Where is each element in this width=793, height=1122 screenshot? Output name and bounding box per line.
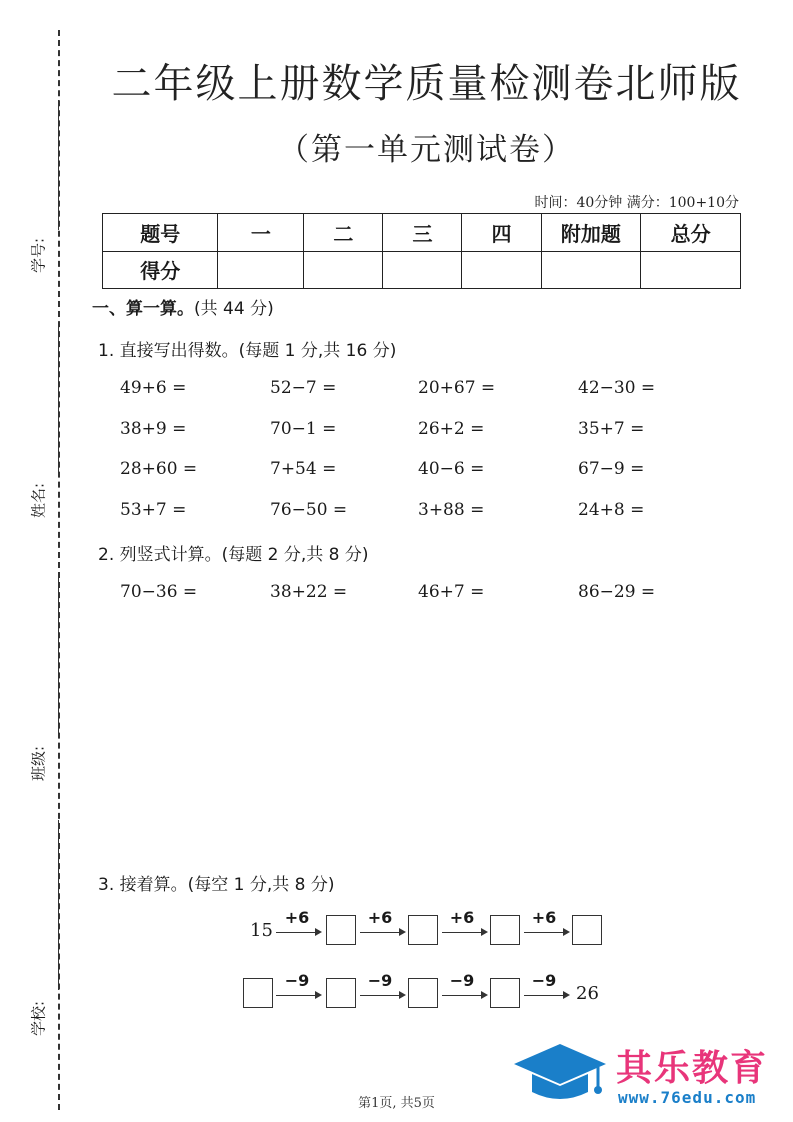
- chain2-end: 26: [576, 983, 599, 1004]
- arrow-right-icon: [276, 932, 320, 933]
- arrow-right-icon: [442, 995, 486, 996]
- student-no-label: 学号:: [29, 237, 48, 274]
- score-input-cell[interactable]: [462, 251, 541, 289]
- q2-heading: 2. 列竖式计算。(每题 2 分,共 8 分): [98, 545, 369, 565]
- chain1-answer-box[interactable]: [326, 915, 356, 945]
- score-header-cell: 附加题: [541, 214, 641, 252]
- q1-problem: 38+9 =: [120, 419, 187, 439]
- chain2-op: −9: [284, 971, 310, 990]
- section-1-title: 一、算一算。: [92, 299, 194, 319]
- q1-problem: 20+67 =: [418, 378, 496, 398]
- arrow-right-icon: [360, 932, 404, 933]
- q1-problem: 28+60 =: [120, 459, 198, 479]
- score-input-cell[interactable]: [304, 251, 383, 289]
- student-no-field[interactable]: [18, 90, 58, 300]
- q1-problem: 24+8 =: [578, 500, 645, 520]
- q1-problem: 52−7 =: [270, 378, 337, 398]
- graduation-cap-icon: [508, 1040, 612, 1110]
- chain2-answer-box[interactable]: [243, 978, 273, 1008]
- brand-logo: [508, 1040, 788, 1110]
- school-line: [58, 820, 59, 990]
- chain1-answer-box[interactable]: [408, 915, 438, 945]
- chain2-op: −9: [367, 971, 393, 990]
- score-table-header-row: [103, 214, 741, 252]
- chain1-op: +6: [284, 908, 310, 927]
- arrow-right-icon: [524, 932, 568, 933]
- q1-problem: 42−30 =: [578, 378, 656, 398]
- school-label: 学校:: [29, 1000, 48, 1037]
- chain1-answer-box[interactable]: [572, 915, 602, 945]
- q1-problem: 70−1 =: [270, 419, 337, 439]
- section-1-heading: [92, 294, 274, 319]
- q1-problem: 53+7 =: [120, 500, 187, 520]
- chain1-op: +6: [449, 908, 475, 927]
- chain2-answer-box[interactable]: [326, 978, 356, 1008]
- score-row-label: 得分: [103, 251, 218, 289]
- page-footer: 第1页, 共5页: [358, 1096, 435, 1111]
- score-header-cell: 题号: [103, 214, 218, 252]
- score-input-cell[interactable]: [641, 251, 741, 289]
- arrow-right-icon: [524, 995, 568, 996]
- score-header-cell: 四: [462, 214, 541, 252]
- q1-heading: 1. 直接写出得数。(每题 1 分,共 16 分): [98, 341, 397, 361]
- page-title: 二年级上册数学质量检测卷北师版: [111, 61, 742, 107]
- q3-heading: 3. 接着算。(每空 1 分,共 8 分): [98, 875, 335, 895]
- brand-url: www.76edu.com: [618, 1088, 757, 1107]
- arrow-right-icon: [276, 995, 320, 996]
- class-field[interactable]: [18, 575, 58, 795]
- chain2-answer-box[interactable]: [408, 978, 438, 1008]
- class-label: 班级:: [29, 745, 48, 782]
- arrow-right-icon: [360, 995, 404, 996]
- score-table: [102, 213, 741, 289]
- q1-problem: 67−9 =: [578, 459, 645, 479]
- q1-problem: 40−6 =: [418, 459, 485, 479]
- school-field[interactable]: [18, 820, 58, 1050]
- chain1-op: +6: [531, 908, 557, 927]
- chain1-op: +6: [367, 908, 393, 927]
- score-input-cell[interactable]: [383, 251, 462, 289]
- q2-problem: 70−36 =: [120, 582, 198, 602]
- q2-problem: 38+22 =: [270, 582, 348, 602]
- chain2-answer-box[interactable]: [490, 978, 520, 1008]
- name-label: 姓名:: [29, 482, 48, 519]
- name-line: [58, 325, 59, 475]
- q1-problem: 7+54 =: [270, 459, 337, 479]
- q1-problem: 3+88 =: [418, 500, 485, 520]
- name-field[interactable]: [18, 325, 58, 535]
- chain2-op: −9: [449, 971, 475, 990]
- class-line: [58, 575, 59, 735]
- score-header-cell: 总分: [641, 214, 741, 252]
- score-header-cell: 三: [383, 214, 462, 252]
- section-1-points: (共 44 分): [194, 299, 274, 319]
- chain2-op: −9: [531, 971, 557, 990]
- chain1-start: 15: [250, 920, 273, 941]
- score-header-cell: 二: [304, 214, 383, 252]
- exam-meta: 时间：40分钟 满分：100+10分: [534, 195, 739, 211]
- q1-problem: 76−50 =: [270, 500, 348, 520]
- score-header-cell: 一: [218, 214, 304, 252]
- score-table-score-row: [103, 251, 741, 289]
- score-input-cell[interactable]: [218, 251, 304, 289]
- brand-name: 其乐教育: [616, 1048, 769, 1089]
- arrow-right-icon: [442, 932, 486, 933]
- score-input-cell[interactable]: [541, 251, 641, 289]
- q1-problem: 26+2 =: [418, 419, 485, 439]
- student-no-line: [58, 100, 59, 230]
- q1-problem: 35+7 =: [578, 419, 645, 439]
- q2-problem: 46+7 =: [418, 582, 485, 602]
- q1-problem: 49+6 =: [120, 378, 187, 398]
- chain1-answer-box[interactable]: [490, 915, 520, 945]
- page-subtitle: （第一单元测试卷）: [278, 132, 575, 168]
- q2-problem: 86−29 =: [578, 582, 656, 602]
